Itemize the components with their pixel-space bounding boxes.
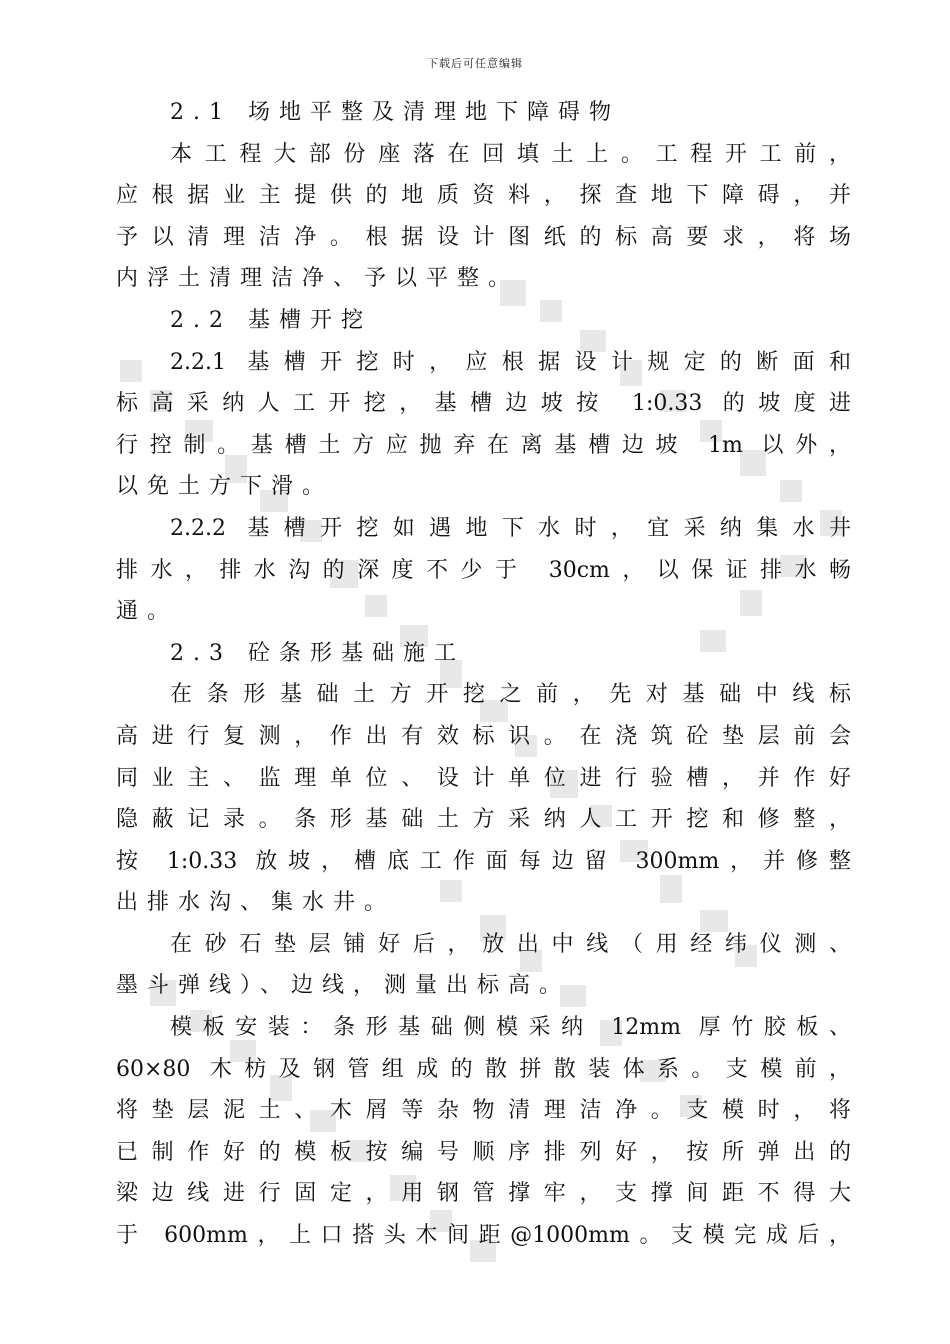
paragraph-line: 应根据业主提供的地质资料，探查地下障碍，并 [116,183,851,209]
paragraph-line: 排水，排水沟的深度不少于 30cm，以保证排水畅 [116,557,851,583]
paragraph-line: 通。 [116,599,179,625]
paragraph-line: 在条形基础土方开挖之前，先对基础中线标 [170,682,851,708]
paragraph-line: 内浮土清理洁净、予以平整。 [116,266,520,292]
paragraph-line: 本工程大部份座落在回填土上。工程开工前， [170,141,851,167]
page-header: 下载后可任意编辑 [427,57,523,70]
paragraph-line: 2.2.2 基槽开挖如遇地下水时，宜采纳集水井 [170,515,851,541]
section-heading: 2.3 砼条形基础施工 [170,640,465,666]
paragraph-line: 行控制。基槽土方应抛弃在离基槽边坡 1m 以外， [116,432,851,458]
paragraph-line: 将垫层泥土、木屑等杂物清理洁净。支模时，将 [116,1098,851,1124]
paragraph-line: 出排水沟、集水井。 [116,890,396,916]
paragraph-line: 于 600mm，上口搭头木间距@1000mm。支模完成后， [116,1223,851,1249]
paragraph-line: 已制作好的模板按编号顺序排列好，按所弹出的 [116,1139,851,1165]
paragraph-line: 同业主、监理单位、设计单位进行验槽，并作好 [116,765,851,791]
paragraph-line: 在砂石垫层铺好后，放出中线（用经纬仪测、 [170,931,851,957]
paragraph-line: 梁边线进行固定，用钢管撑牢，支撑间距不得大 [116,1181,851,1207]
paragraph-line: 以免土方下滑。 [116,474,334,500]
paragraph-line: 标高采纳人工开挖，基槽边坡按 1:0.33 的坡度进 [116,391,851,417]
paragraph-line: 予以清理洁净。根据设计图纸的标高要求，将场 [116,224,851,250]
paragraph-line: 墨斗弹线）、边线，测量出标高。 [116,973,571,999]
paragraph-line: 2.2.1 基槽开挖时，应根据设计规定的断面和 [170,349,851,375]
document-body [116,92,851,1257]
paragraph-line: 高进行复测，作出有效标识。在浇筑砼垫层前会 [116,723,851,749]
paragraph-line: 按 1:0.33 放坡，槽底工作面每边留 300mm，并修整 [116,848,851,874]
section-heading: 2.2 基槽开挖 [170,307,372,333]
paragraph-line: 60×80 木枋及钢管组成的散拼散装体系。支模前， [116,1056,851,1082]
paragraph-line: 隐蔽记录。条形基础土方采纳人工开挖和修整， [116,807,851,833]
section-heading: 2.1 场地平整及清理地下障碍物 [170,100,620,125]
paragraph-line: 模板安装：条形基础侧模采纳 12mm 厚竹胶板、 [170,1015,851,1041]
